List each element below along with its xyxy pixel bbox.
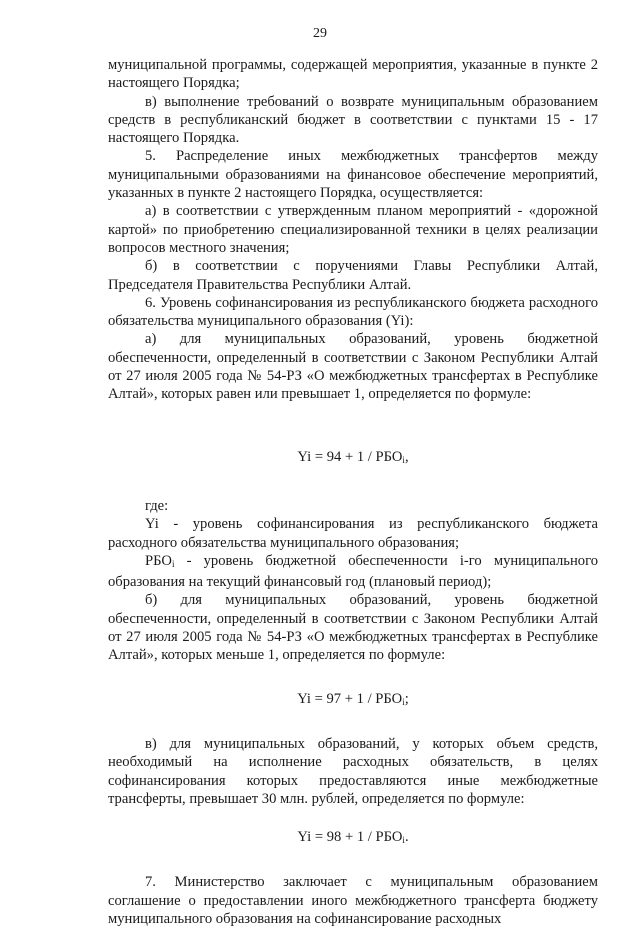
paragraph-7: 7. Министерство заключает с муниципальным образованием соглашение о предоставлении иного межбюджетного трансферта бюджету муниципального образования на софинансирование расходных [108, 874, 598, 927]
definition-yi: Yi - уровень софинансирования из республиканского бюджета расходного обязательства муниципального образования; [108, 516, 598, 551]
definition-rbo: $РБО_i$ - уровень бюджетной обеспеченности i-го муниципального образования на текущий финансовый год (плановый период); [108, 552, 598, 591]
formula-2: $Yi = 97 + 1 / РБО_i$; [297, 690, 409, 707]
paragraph: муниципальной программы, содержащей мероприятия, указанные в пункте 2 настоящего Порядка; [108, 57, 598, 92]
paragraph: а) для муниципальных образований, уровень бюджетной обеспеченности, определенный в соответствии с Законом Республики Алтай от 27 июля 2005 года № 54-РЗ «О межбюджетных трансфертах в Республике Алтай», которых равен или превышает 1, определяется по формуле: [108, 331, 598, 403]
paragraph-b: б) для муниципальных образований, уровень бюджетной обеспеченности, определенный в соответствии с Законом Республики Алтай от 27 июля 2005 года № 54-РЗ «О межбюджетных трансфертах в Республике Алтай», которых меньше 1, определяется по формуле: [108, 592, 598, 664]
paragraph: 5. Распределение иных межбюджетных трансфертов между муниципальными образованиями на финансовое обеспечение мероприятий, указанных в пункте 2 настоящего Порядка, осуществляется: [108, 148, 598, 202]
paragraph: в) выполнение требований о возврате муниципальным образованием средств в республиканский бюджет в соответствии с пунктами 15 - 17 настоящего Порядка. [108, 93, 598, 147]
formula-1: $Yi = 94 + 1 / РБО_i$, [297, 448, 409, 465]
document-body [108, 56, 598, 928]
paragraph: 6. Уровень софинансирования из республиканского бюджета расходного обязательства муниципального образования (Yi): [108, 294, 598, 330]
page-number: 29 [313, 26, 327, 41]
paragraph: а) в соответствии с утвержденным планом мероприятий - «дорожной картой» по приобретению специализированной техники в целях реализации вопросов местного значения; [108, 203, 598, 256]
formula-3: $Yi = 98 + 1 / РБО_i$. [297, 829, 409, 846]
paragraph: б) в соответствии с поручениями Главы Республики Алтай, Председателя Правительства Республики Алтай. [108, 258, 598, 293]
where-label: где: [145, 497, 169, 514]
paragraph-v: в) для муниципальных образований, у которых объем средств, необходимый на исполнение расходных обязательств, в целях софинансирования которых предоставляются иные межбюджетные трансферты, превышает 30 млн. рублей, определяется по формуле: [108, 735, 598, 807]
